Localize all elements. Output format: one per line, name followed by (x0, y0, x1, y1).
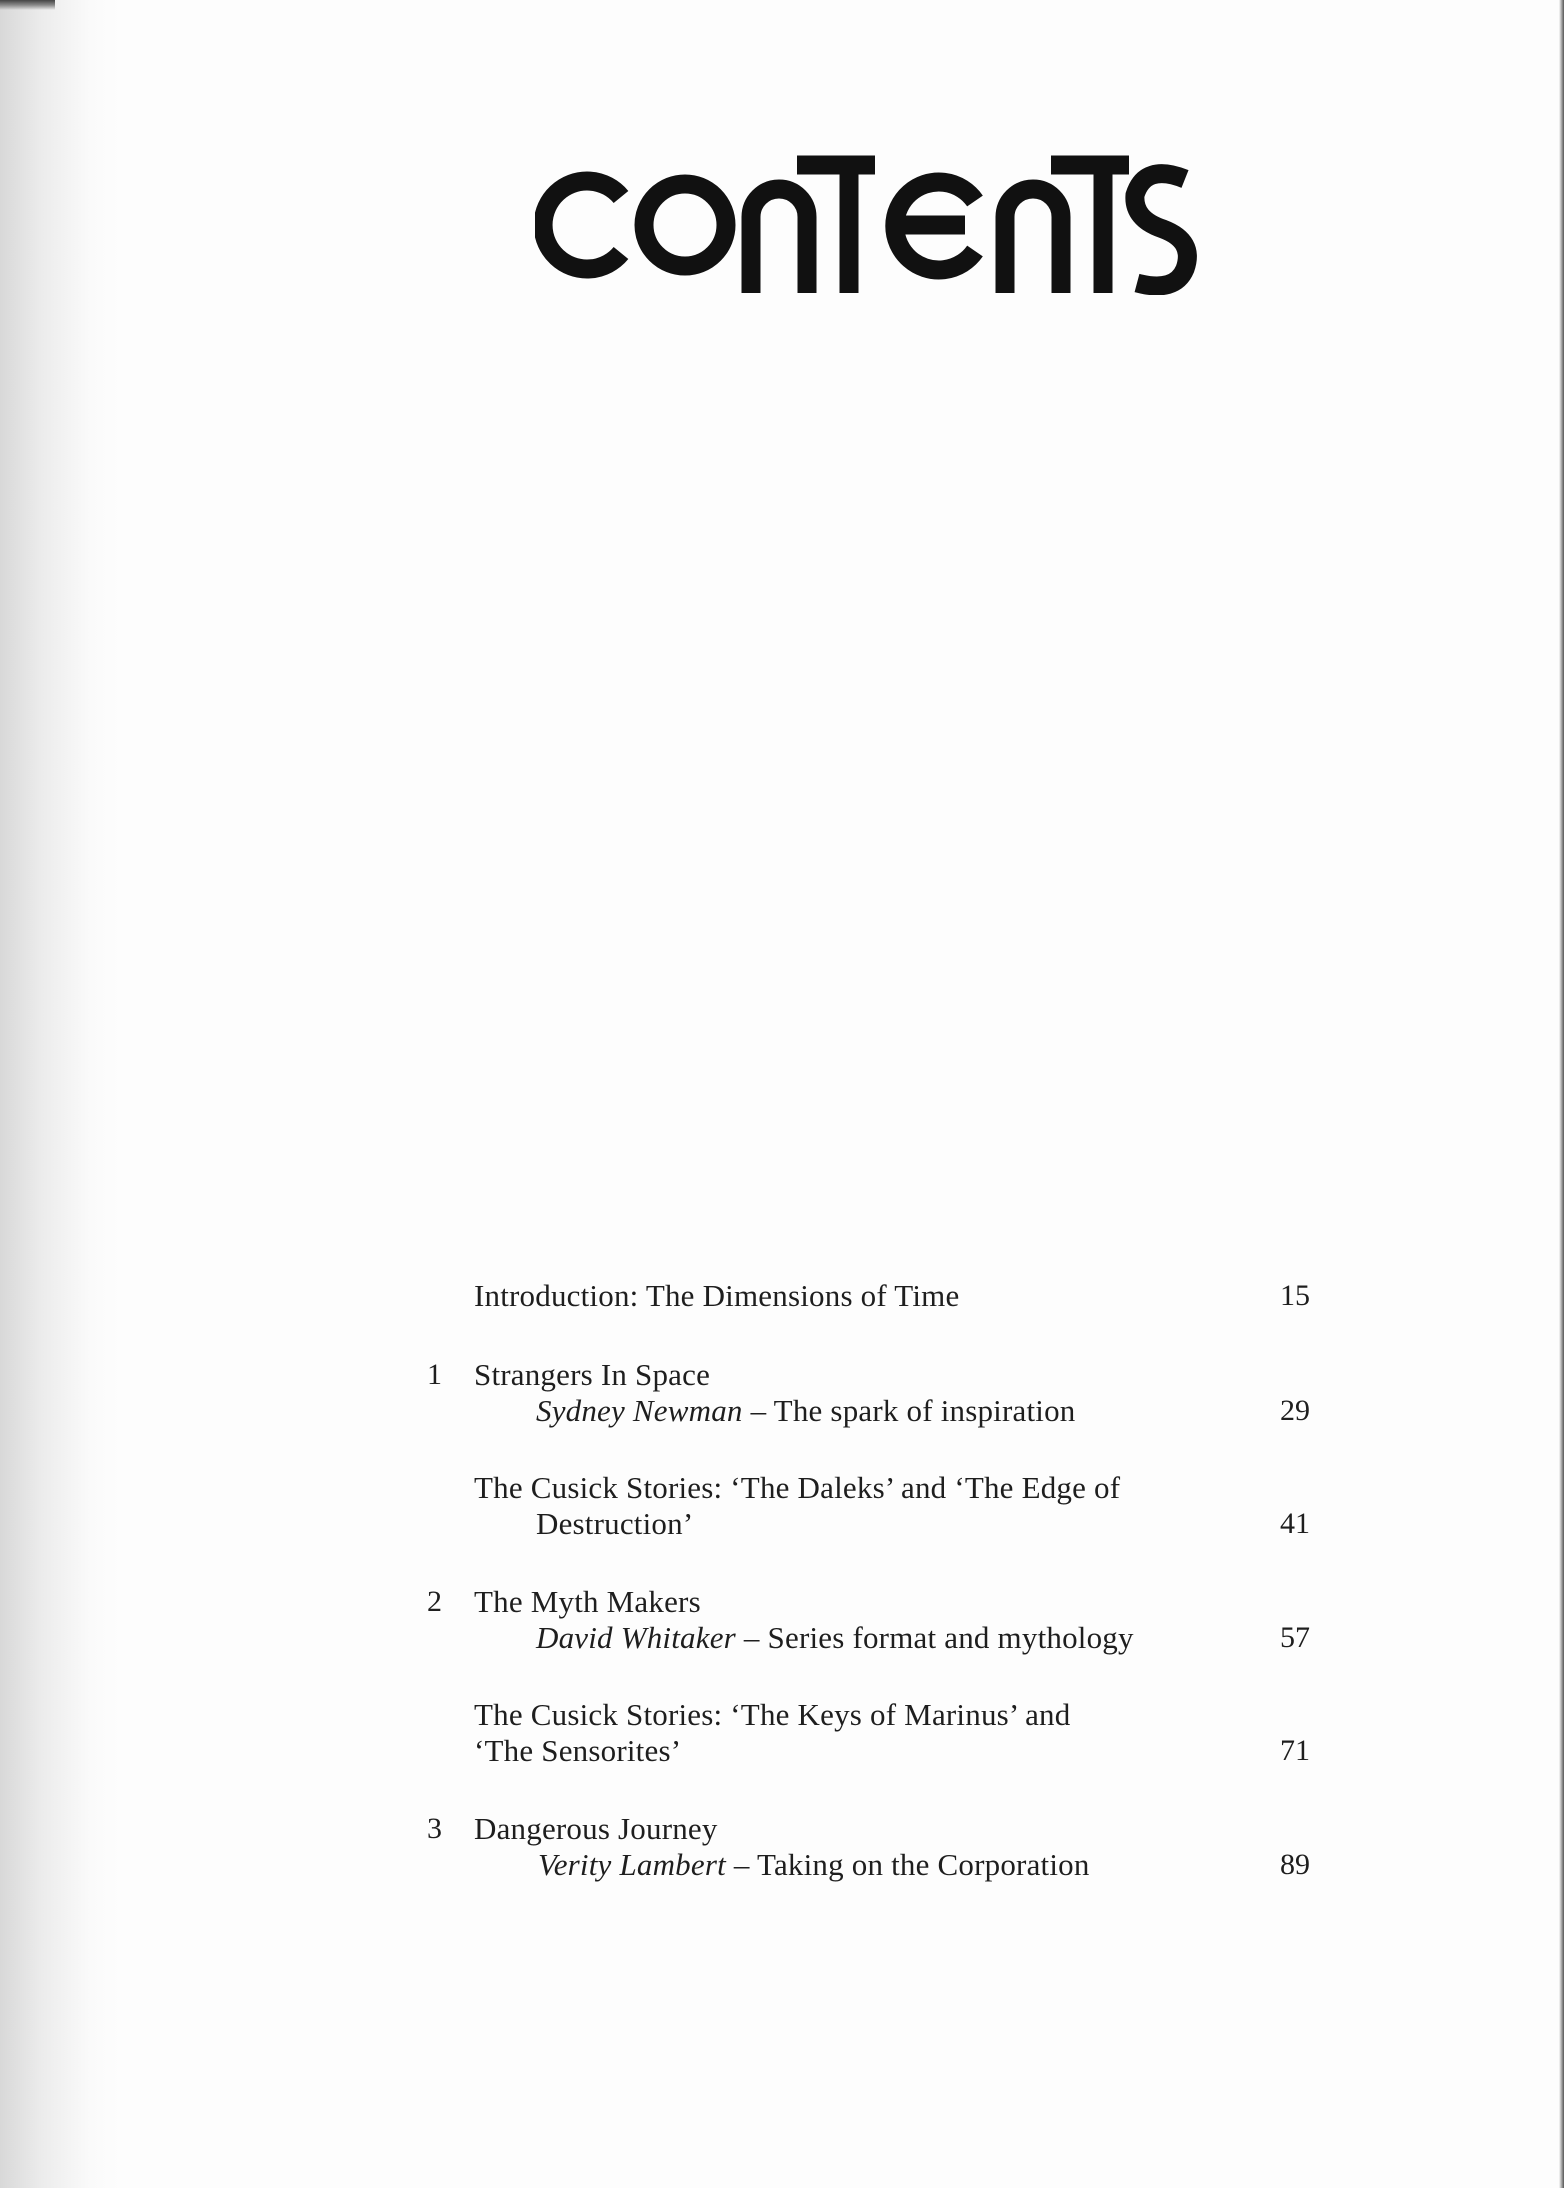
toc-entry-intro-page: 15 (1280, 1279, 1310, 1312)
toc-chapter-1-number: 1 (427, 1358, 442, 1391)
toc-cusick-2-page: 71 (1280, 1734, 1310, 1767)
toc-chapter-1-author: Sydney Newman (536, 1393, 743, 1428)
toc-chapter-3-subtitle (538, 1847, 1090, 1883)
toc-cusick-2-line-2: ‘The Sensorites’ (474, 1733, 682, 1768)
toc-chapter-2-number: 2 (427, 1585, 442, 1618)
toc-cusick-1-line-2: Destruction’ (536, 1506, 694, 1541)
toc-chapter-3-number: 3 (427, 1812, 442, 1845)
toc-chapter-2-author: David Whitaker (536, 1620, 736, 1655)
toc-chapter-3-page: 89 (1280, 1848, 1310, 1881)
toc-chapter-2-title: The Myth Makers (474, 1584, 701, 1619)
toc-chapter-1-title: Strangers In Space (474, 1357, 711, 1392)
toc-chapter-2-page: 57 (1280, 1621, 1310, 1654)
toc-chapter-2-subtitle (536, 1620, 1134, 1656)
toc-cusick-1-page: 41 (1280, 1507, 1310, 1540)
toc-chapter-3-title: Dangerous Journey (474, 1811, 718, 1846)
toc-chapter-2-subtitle-text: – Series format and mythology (735, 1620, 1134, 1655)
toc-cusick-1-line-1: The Cusick Stories: ‘The Daleks’ and ‘The Edge of (474, 1470, 1121, 1505)
toc-chapter-3-subtitle-text: – Taking on the Corporation (725, 1847, 1090, 1882)
toc-entry-intro-title: Introduction: The Dimensions of Time (474, 1278, 960, 1313)
toc-chapter-1-page: 29 (1280, 1394, 1310, 1427)
toc-chapter-3-author: Verity Lambert (538, 1847, 726, 1882)
toc-chapter-1-subtitle-text: – The spark of inspiration (742, 1393, 1076, 1428)
toc-cusick-2-line-1: The Cusick Stories: ‘The Keys of Marinus’ and (474, 1697, 1071, 1732)
toc-chapter-1-subtitle (536, 1393, 1076, 1429)
